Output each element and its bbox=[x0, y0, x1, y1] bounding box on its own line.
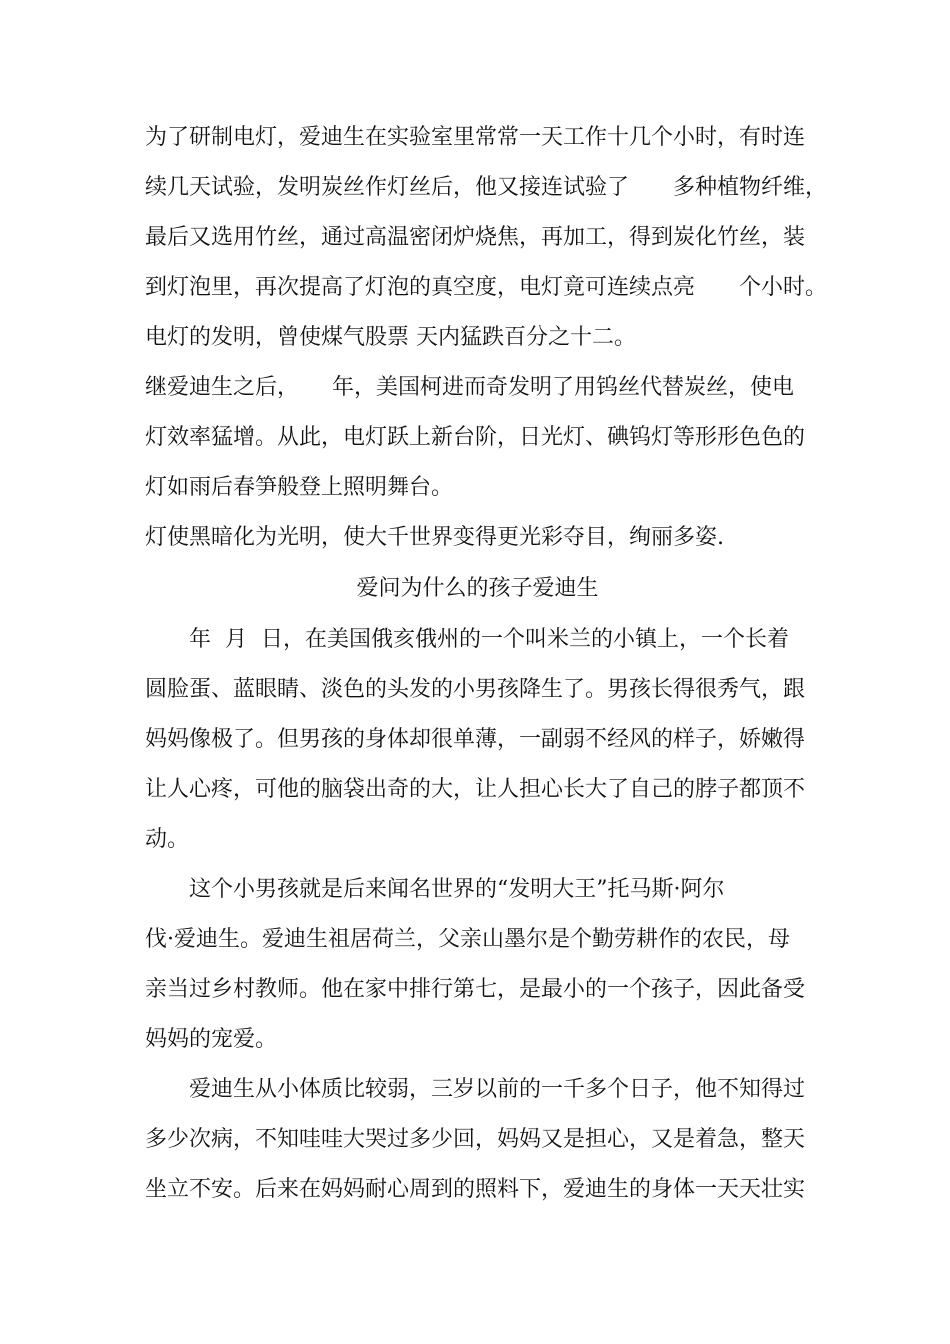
text-line: 灯效率猛增。从此，电灯跃上新台阶，日光灯、碘钨灯等形形色色的 bbox=[145, 425, 806, 450]
text-line: 电灯的发明，曾使煤气股票 天内猛跌百分之十二。 bbox=[145, 325, 636, 350]
text-line: 续几天试验，发明炭丝作灯丝后，他又接连试验了 多种植物纤维， bbox=[145, 175, 828, 200]
text-line: 为了研制电灯，爱迪生在实验室里常常一天工作十几个小时，有时连 bbox=[145, 125, 806, 150]
text-line: 圆脸蛋、蓝眼睛、淡色的头发的小男孩降生了。男孩长得很秀气，跟 bbox=[145, 677, 806, 702]
text-line: 这个小男孩就是后来闻名世界的“发明大王”托马斯·阿尔 bbox=[189, 877, 725, 902]
document-body bbox=[145, 113, 828, 1215]
text-line: 妈妈像极了。但男孩的身体却很单薄，一副弱不经风的样子，娇嫩得 bbox=[145, 727, 806, 752]
text-line: 最后又选用竹丝，通过高温密闭炉烧焦，再加工，得到炭化竹丝，装 bbox=[145, 225, 806, 250]
paragraph-family bbox=[145, 865, 810, 1065]
text-line: 坐立不安。后来在妈妈耐心周到的照料下，爱迪生的身体一天天壮实 bbox=[145, 1177, 806, 1202]
text-line: 亲当过乡村教师。他在家中排行第七，是最小的一个孩子，因此备受 bbox=[145, 977, 806, 1002]
paragraph-childhood bbox=[145, 1065, 810, 1215]
text-line: 继爱迪生之后， 年，美国柯进而奇发明了用钨丝代替炭丝，使电 bbox=[145, 375, 795, 400]
text-line: 到灯泡里，再次提高了灯泡的真空度，电灯竟可连续点亮 个小时。 bbox=[145, 275, 828, 300]
section-title: 爱问为什么的孩子爱迪生 bbox=[356, 576, 599, 601]
text-line: 多少次病，不知哇哇大哭过多少回，妈妈又是担心，又是着急，整天 bbox=[145, 1127, 806, 1152]
text-line: 让人心疼，可他的脑袋出奇的大，让人担心长大了自己的脖子都顶不 bbox=[145, 777, 806, 802]
text-line: 妈妈的宠爱。 bbox=[145, 1027, 278, 1052]
text-line: 灯如雨后春笋般登上照明舞台。 bbox=[145, 475, 454, 500]
paragraph-birth bbox=[145, 615, 810, 865]
text-line: 伐·爱迪生。爱迪生祖居荷兰，父亲山墨尔是个勤劳耕作的农民，母 bbox=[145, 927, 790, 952]
text-line: 年 月 日，在美国俄亥俄州的一个叫米兰的小镇上，一个长着 bbox=[189, 627, 789, 652]
text-line: 爱迪生从小体质比较弱，三岁以前的一千多个日子，他不知得过 bbox=[189, 1077, 806, 1102]
intro-paragraphs bbox=[145, 113, 828, 563]
text-line: 灯使黑暗化为光明，使大千世界变得更光彩夺目，绚丽多姿. bbox=[145, 525, 724, 550]
text-line: 动。 bbox=[145, 827, 190, 852]
